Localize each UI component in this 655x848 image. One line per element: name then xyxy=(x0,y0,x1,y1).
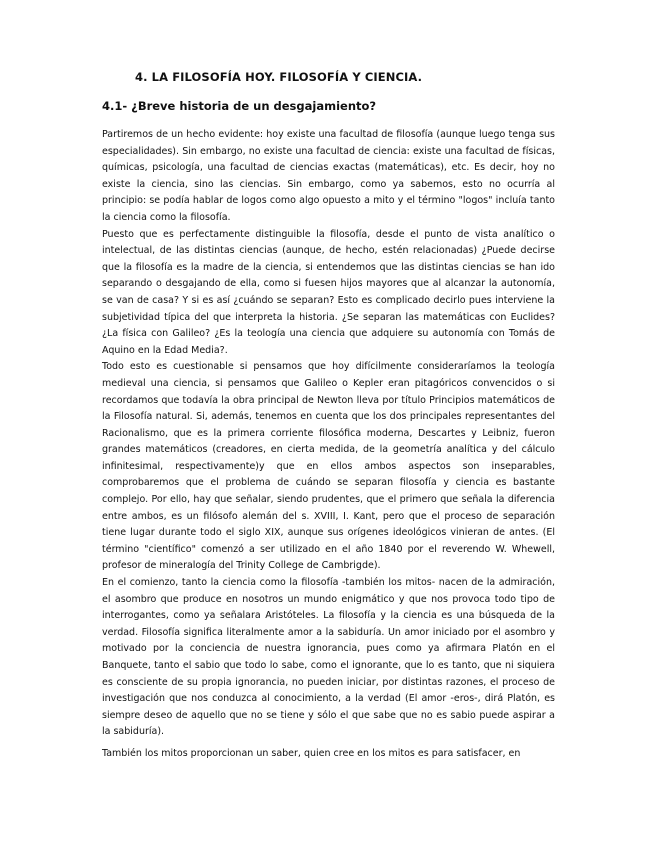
paragraph: Puesto que es perfectamente distinguible la filosofía, desde el punto de vista analítico o intelectual, de las distintas ciencias (aunque, de hecho, estén relacionadas) ¿Puede decirse que la filosofía es la madre de la ciencia, si entendemos que las distintas ciencias se han ido separando o desgajando de ella, como si fuesen hijos mayores que al alcanzar la autonomía, se van de casa? Y si es así ¿cuándo se separan? Esto es complicado decirlo pues interviene la subjetividad típica del que interpreta la historia. ¿Se separan las matemáticas con Euclides? ¿La física con Galileo? ¿Es la teología una ciencia que adquiere su autonomía con Tomás de Aquino en la Edad Media?. xyxy=(102,228,555,356)
text-block-myths xyxy=(102,746,555,763)
paragraph: Partiremos de un hecho evidente: hoy existe una facultad de filosofía (aunque luego tenga sus especialidades). Sin embargo, no existe una facultad de ciencia: existe una facultad de físicas, químicas, psicología, una facultad de ciencias exactas (matemáticas), etc. Es decir, hoy no existe la ciencia, sino las ciencias. Sin embargo, como ya sabemos, esto no ocurría al principio: se podía hablar de logos como algo opuesto a mito y el término "logos" incluía tanto la ciencia como la filosofía. xyxy=(102,129,555,223)
text-block-intro xyxy=(102,127,555,575)
paragraph: Todo esto es cuestionable si pensamos que hoy difícilmente consideraríamos la teología medieval una ciencia, si pensamos que Galileo o Kepler eran pitagóricos convencidos o si recordamos que todavía la obra principal de Newton lleva por título Principios matemáticos de la Filosofía natural. Si, además, tenemos en cuenta que los dos principales representantes del Racionalismo, que es la primera corriente filosófica moderna, Descartes y Leibniz, fueron grandes matemáticos (creadores, en cierta medida, de la geometría analítica y del cálculo infinitesimal, respectivamente)y que en ellos ambos aspectos son inseparables, comprobaremos que el problema de cuándo se separan filosofía y ciencia es bastante complejo. Por ello, hay que señalar, siendo prudentes, que el primero que señala la diferencia entre ambos, es un filósofo alemán del s. XVIII, I. Kant, pero que el proceso de separación tiene lugar durante todo el siglo XIX, aunque sus orígenes ideológicos vinieran de antes. (El término "científico" comenzó a ser utilizado en el año 1840 por el reverendo W. Whewell, profesor de mineralogía del Trinity College de Cambrigde). xyxy=(102,361,555,572)
section-heading: 4. LA FILOSOFÍA HOY. FILOSOFÍA Y CIENCIA. xyxy=(135,70,423,84)
text-block-origin xyxy=(102,575,555,741)
paragraph: También los mitos proporcionan un saber, quien cree en los mitos es para satisfacer, en xyxy=(102,748,521,759)
section-subheading: 4.1- ¿Breve historia de un desgajamiento? xyxy=(102,99,377,113)
paragraph: En el comienzo, tanto la ciencia como la filosofía -también los mitos- nacen de la admiración, el asombro que produce en nosotros un mundo enigmático y que nos provoca todo tipo de interrogantes, como ya señalara Aristóteles. La filosofía y la ciencia es una búsqueda de la verdad. Filosofía significa literalmente amor a la sabiduría. Un amor iniciado por el asombro y motivado por la conciencia de nuestra ignorancia, pues como ya afirmara Platón en el Banquete, tanto el sabio que todo lo sabe, como el ignorante, que lo es tanto, que ni siquiera es consciente de su propia ignorancia, no pueden iniciar, por distintas razones, el proceso de investigación que nos conduzca al conocimiento, a la verdad (El amor -eros-, dirá Platón, es siempre deseo de aquello que no se tiene y sólo el que sabe que no es sabio puede aspirar a la sabiduría). xyxy=(102,577,555,738)
